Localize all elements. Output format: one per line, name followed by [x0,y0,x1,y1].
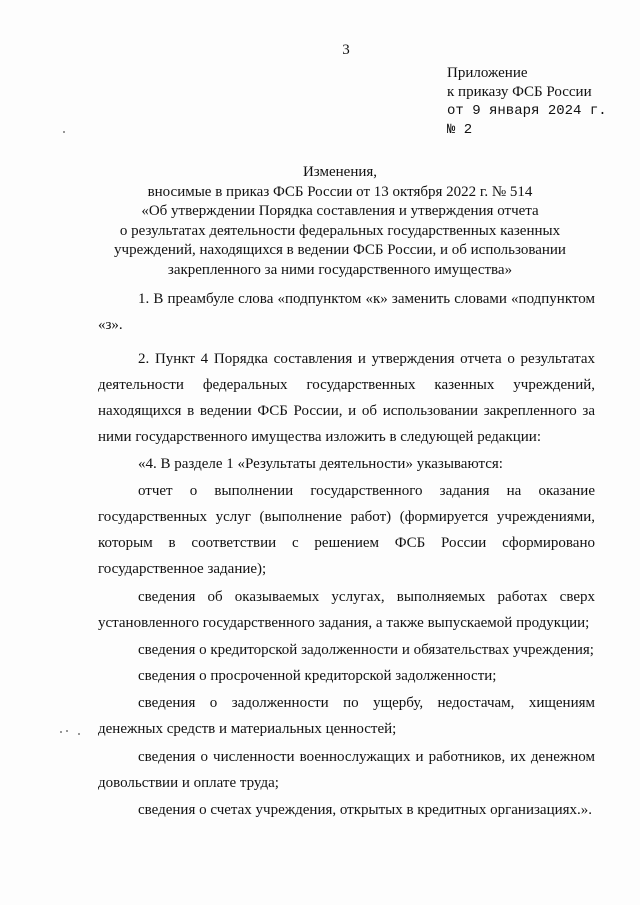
title-line: Изменения, [302,164,378,180]
paragraph: сведения о численности военнослужащих и работников, их денежном довольствии и оплате труда; [98,749,595,791]
appendix-line: к приказу ФСБ России [447,84,592,100]
scan-speck [78,733,80,735]
paragraph: сведения об оказываемых услугах, выполняемых работах сверх установленного государственного задания, а также выпускаемой продукции; [98,589,595,631]
title-line: учреждений, находящихся в ведении ФСБ России, и об использовании [114,242,566,258]
paragraph: сведения о просроченной кредиторской задолженности; [138,668,497,684]
appendix-line: Приложение [447,65,528,81]
paragraph: 2. Пункт 4 Порядка составления и утверждения отчета о результатах деятельности федеральных государственных казенных учреждений, находящихся в ведении ФСБ России, и об использовании закрепленного за ними государственного имущества изложить в следующей редакции: [98,351,595,445]
title-line: закрепленного за ними государственного имущества» [167,261,513,278]
title-line: «Об утверждении Порядка составления и утверждения отчета [141,203,539,219]
paragraph: 1. В преамбуле слова «подпунктом «к» заменить словами «подпунктом «з». [98,291,595,333]
document-title [70,163,610,280]
title-line: вносимые в приказ ФСБ России от 13 октября 2022 г. № 514 [147,183,533,200]
title-line: о результатах деятельности федеральных государственных казенных [119,222,561,239]
scan-speck [60,731,62,733]
paragraph: сведения о счетах учреждения, открытых в кредитных организациях.». [138,802,593,818]
document-body [98,286,595,823]
appendix-date: от 9 января 2024 г. [447,103,607,119]
paragraph: «4. В разделе 1 «Результаты деятельности» указываются: [138,456,503,472]
scan-speck [63,131,65,133]
page-number: 3 [342,42,350,58]
appendix-number: № 2 [447,122,473,138]
paragraph: отчет о выполнении государственного задания на оказание государственных услуг (выполнение работ) (формируется учреждениями, которым в соответствии с решением ФСБ России сформировано государственное задание); [98,483,595,577]
appendix-header [447,64,607,140]
paragraph: сведения о задолженности по ущербу, недостачам, хищениям денежных средств и материальных ценностей; [98,695,595,737]
scan-speck [66,730,68,732]
paragraph: сведения о кредиторской задолженности и обязательствах учреждения; [138,642,594,658]
